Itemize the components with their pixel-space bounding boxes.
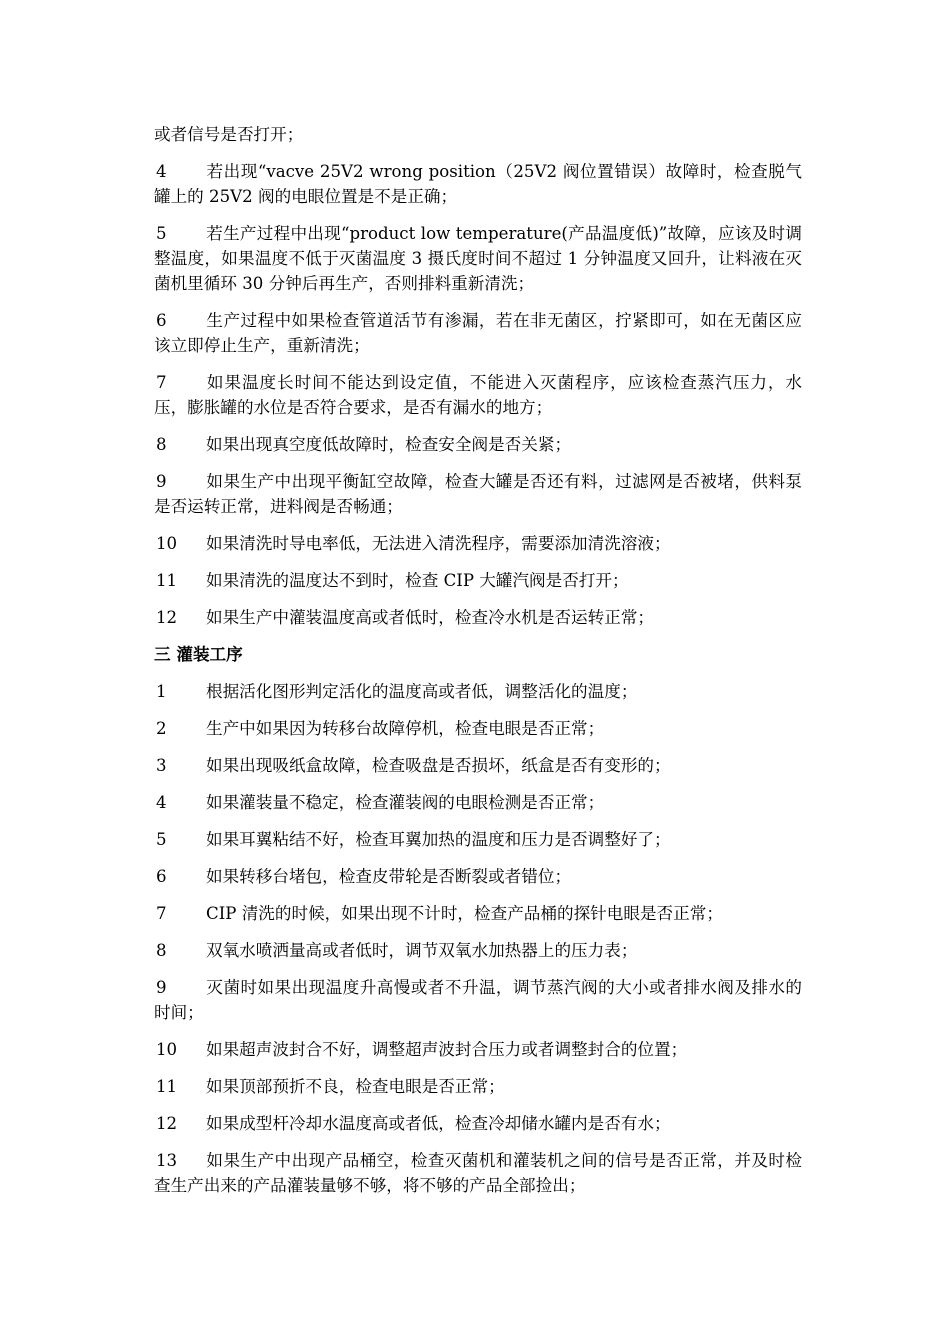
list-item [154,568,802,593]
item-number: 1 [156,682,167,701]
section3-list [154,679,802,1198]
list-item [154,1074,802,1099]
list-item [154,531,802,556]
document-page [154,122,802,1210]
item-text: 如果成型杆冷却水温度高或者低，检查冷却储水罐内是否有水； [206,1114,671,1133]
item-number: 4 [156,162,167,181]
item-text: 如果生产中灌装温度高或者低时，检查冷水机是否运转正常； [206,608,655,627]
item-number: 5 [156,830,167,849]
list-item [154,221,802,296]
item-text: 如果灌装量不稳定，检查灌装阀的电眼检测是否正常； [206,793,605,812]
list-item [154,1037,802,1062]
list-item [154,827,802,852]
item-text: 如果转移台堵包，检查皮带轮是否断裂或者错位； [206,867,572,886]
item-number: 7 [156,904,167,923]
list-item [154,716,802,741]
item-text: 如果清洗的温度达不到时，检查 CIP 大罐汽阀是否打开； [206,571,629,590]
item-number: 12 [156,1114,178,1133]
item-number: 9 [156,978,167,997]
section-heading: 三 灌装工序 [154,644,243,664]
item-number: 10 [156,534,178,553]
list-item [154,370,802,420]
list-item [154,938,802,963]
list-item [154,975,802,1025]
list-item [154,432,802,457]
list-item [154,1148,802,1198]
list-item [154,679,802,704]
section2-list [154,159,802,630]
item-number: 6 [156,311,167,330]
item-text: CIP 清洗的时候，如果出现不计时，检查产品桶的探针电眼是否正常； [206,904,723,923]
item-text: 如果生产中出现产品桶空，检查灭菌机和灌装机之间的信号是否正常，并及时检查生产出来的产品灌装量够不够，将不够的产品全部捡出； [154,1151,802,1195]
item-number: 8 [156,435,167,454]
item-text: 如果清洗时导电率低，无法进入清洗程序，需要添加清洗溶液； [206,534,671,553]
item-number: 12 [156,608,178,627]
item-number: 9 [156,472,167,491]
item-number: 5 [156,224,167,243]
list-item [154,159,802,209]
list-item [154,469,802,519]
item-text: 若出现“vacve 25V2 wrong position（25V2 阀位置错误）故障时，检查脱气罐上的 25V2 阀的电眼位置是不是正确； [154,162,802,206]
list-item [154,308,802,358]
item-text: 如果顶部预折不良，检查电眼是否正常； [206,1077,505,1096]
item-text: 如果出现真空度低故障时，检查安全阀是否关紧； [206,435,572,454]
list-item [154,1111,802,1136]
list-item [154,864,802,889]
item-text: 根据活化图形判定活化的温度高或者低，调整活化的温度； [206,682,638,701]
item-text: 如果耳翼粘结不好，检查耳翼加热的温度和压力是否调整好了； [206,830,671,849]
item-text: 如果出现吸纸盒故障，检查吸盘是否损坏，纸盒是否有变形的； [206,756,671,775]
item-number: 8 [156,941,167,960]
item-text: 双氧水喷洒量高或者低时，调节双氧水加热器上的压力表； [206,941,638,960]
item-number: 11 [156,1077,178,1096]
item-text: 生产过程中如果检查管道活节有渗漏，若在非无菌区，拧紧即可，如在无菌区应该立即停止生产，重新清洗； [154,311,802,355]
item-text: 生产中如果因为转移台故障停机，检查电眼是否正常； [206,719,605,738]
list-item [154,605,802,630]
item-number: 10 [156,1040,178,1059]
list-item [154,901,802,926]
item-number: 11 [156,571,178,590]
item-number: 6 [156,867,167,886]
item-text: 如果生产中出现平衡缸空故障，检查大罐是否还有料，过滤网是否被堵，供料泵是否运转正常，进料阀是否畅通； [154,472,802,516]
item-number: 2 [156,719,167,738]
list-item [154,753,802,778]
intro-paragraph: 或者信号是否打开； [154,125,304,144]
item-number: 7 [156,373,167,392]
item-text: 若生产过程中出现“product low temperature(产品温度低)”故障，应该及时调整温度，如果温度不低于灭菌温度 3 摄氏度时间不超过 1 分钟温度又回升，让料液在灭菌机里循环 30 分钟后再生产，否则排料重新清洗； [154,224,802,293]
list-item [154,790,802,815]
item-text: 如果超声波封合不好，调整超声波封合压力或者调整封合的位置； [206,1040,688,1059]
item-number: 4 [156,793,167,812]
item-number: 13 [156,1151,178,1170]
item-text: 如果温度长时间不能达到设定值，不能进入灭菌程序，应该检查蒸汽压力，水压，膨胀罐的水位是否符合要求，是否有漏水的地方； [154,373,802,417]
item-text: 灭菌时如果出现温度升高慢或者不升温，调节蒸汽阀的大小或者排水阀及排水的时间； [154,978,802,1022]
item-number: 3 [156,756,167,775]
